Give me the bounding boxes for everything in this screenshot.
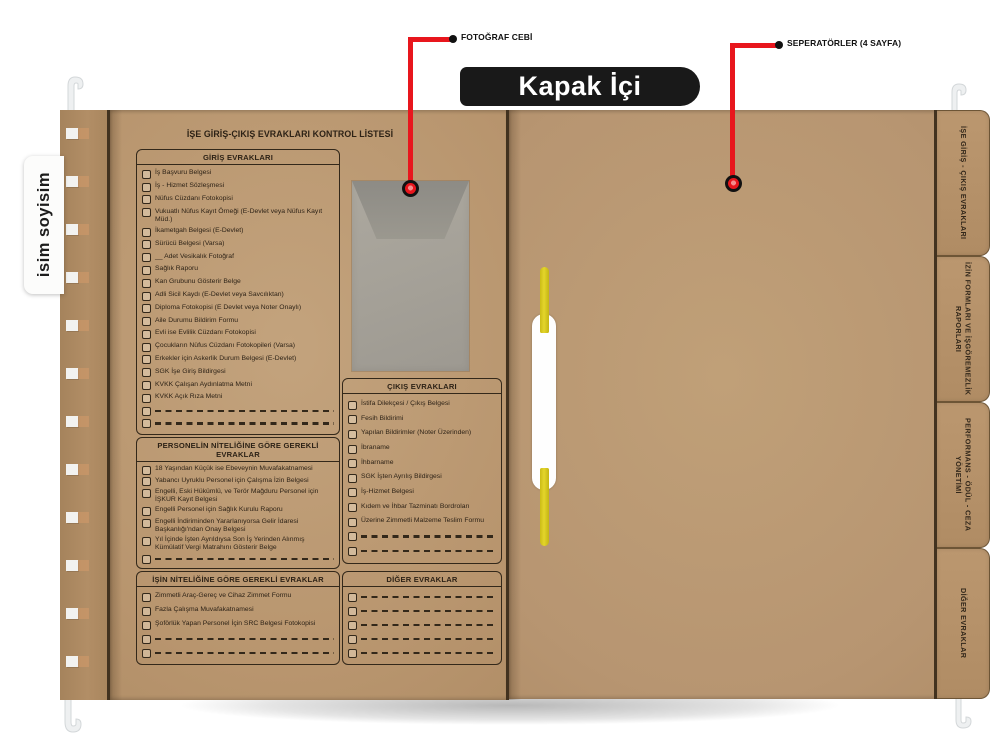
checklist-item (142, 169, 334, 179)
blank-write-in-line (361, 638, 496, 640)
separator-tab-ise-giris-cikis (937, 110, 990, 256)
folder-right-page (509, 110, 937, 699)
section-header: ÇIKIŞ EVRAKLARI (343, 379, 501, 394)
item-label: Erkekler için Askerlik Durum Belgesi (E-Devlet) (155, 354, 297, 362)
item-label: İbraname (361, 444, 390, 451)
item-label: Yabancı Uyruklu Personel için Çalışma İzin Belgesi (155, 476, 309, 484)
separator-callout-label: SEPERATÖRLER (4 SAYFA) (787, 38, 902, 48)
punch-hole (66, 608, 78, 619)
separator-tab-label: İŞE GİRİŞ - ÇIKIŞ EVRAKLARI (958, 126, 968, 240)
section-cikis-evraklari (342, 378, 502, 564)
item-label: Yıl İçinde İşten Ayrıldıysa Son İş Yerinden Alınmış Kümülatif Vergi Matrahını Gösterir Belge (155, 536, 305, 552)
item-label: Üzerine Zimmetli Malzeme Teslim Formu (361, 517, 484, 525)
blank-write-in-line (361, 610, 496, 612)
blank-write-in-line (155, 638, 334, 640)
hanging-hook-bottom-right (950, 694, 976, 732)
folder-spine (60, 110, 110, 700)
punch-hole (66, 320, 78, 331)
checklist-item (142, 355, 334, 365)
section-rows (137, 165, 339, 434)
checklist-item (142, 253, 334, 263)
photo-pocket (352, 181, 469, 371)
checkbox-icon (142, 266, 151, 275)
item-label: KVKK Çalışan Aydınlatma Metni (155, 380, 252, 388)
checklist-item (142, 195, 334, 205)
checkbox-icon (142, 170, 151, 179)
punch-hole (66, 176, 78, 187)
checklist-item (142, 265, 334, 275)
item-label: İhbarname (361, 458, 394, 466)
checkbox-icon (348, 415, 357, 424)
checkbox-icon (142, 355, 151, 364)
checklist-item (142, 592, 334, 602)
checkbox-icon (348, 621, 357, 630)
section-isin-niteligine (136, 571, 340, 665)
item-label: Nüfus Cüzdanı Fotokopisi (155, 194, 233, 202)
section-personelin-niteligine (136, 437, 340, 569)
item-label: Fesih Bildirimi (361, 414, 404, 422)
checklist-item (348, 444, 496, 454)
checklist-item (142, 208, 334, 224)
punch-hole (66, 224, 78, 235)
checkbox-icon (348, 401, 357, 410)
blank-write-in-line (361, 535, 496, 537)
separator-callout-dot (775, 41, 783, 49)
separator-callout-line-horizontal (730, 43, 778, 48)
checkbox-icon (348, 445, 357, 454)
section-giris-evraklari (136, 149, 340, 435)
checkbox-icon (348, 607, 357, 616)
checklist-item (142, 317, 334, 327)
section-rows (343, 394, 501, 563)
item-label: İkametgah Belgesi (E-Devlet) (155, 227, 244, 235)
checklist-item (348, 546, 496, 556)
separator-marker (725, 175, 742, 192)
name-label-tab (24, 156, 64, 294)
checkbox-icon (348, 503, 357, 512)
checklist-item (142, 240, 334, 250)
section-rows (137, 462, 339, 568)
section-rows (343, 587, 501, 664)
item-label: Fazla Çalışma Muvafakatnamesi (155, 606, 254, 614)
section-header: GİRİŞ EVRAKLARI (137, 150, 339, 165)
section-rows (137, 587, 339, 664)
center-fold-shade (509, 110, 521, 700)
item-label: Aile Durumu Bildirim Formu (155, 316, 239, 324)
checklist-item (142, 368, 334, 378)
checkbox-icon (142, 649, 151, 658)
punch-hole (66, 560, 78, 571)
checklist-item (348, 620, 496, 630)
separator-tab-performans (937, 402, 990, 548)
checkbox-icon (142, 607, 151, 616)
section-header: DİĞER EVRAKLAR (343, 572, 501, 587)
fastener-prong-bottom (540, 468, 549, 546)
section-diger-evraklar (342, 571, 502, 665)
item-label: Evli ise Evlilik Cüzdanı Fotokopisi (155, 329, 256, 337)
checkbox-icon (348, 459, 357, 468)
checklist-item (142, 342, 334, 352)
checklist-item (142, 506, 334, 516)
checklist-item (142, 304, 334, 314)
checkbox-icon (142, 304, 151, 313)
item-label: SGK İşten Ayrılış Bildirgesi (361, 473, 442, 481)
checklist-item (348, 517, 496, 527)
checkbox-icon (142, 228, 151, 237)
checklist-item (142, 518, 334, 534)
item-label: Sürücü Belgesi (Varsa) (155, 239, 225, 247)
item-label: Yapılan Bildirimler (Noter Üzerinden) (361, 429, 472, 437)
checkbox-icon (348, 649, 357, 658)
hanging-hook-top-left (62, 74, 88, 114)
checkbox-icon (142, 419, 151, 428)
blank-write-in-line (155, 410, 334, 412)
checklist-title: İŞE GİRİŞ-ÇIKIŞ EVRAKLARI KONTROL LİSTESİ (186, 129, 394, 139)
checklist-item (142, 393, 334, 403)
title-banner (460, 67, 700, 106)
checklist-item (142, 227, 334, 237)
photo-pocket-marker (402, 180, 419, 197)
checkbox-icon (142, 183, 151, 192)
checkbox-icon (142, 407, 151, 416)
item-label: İş - Hizmet Sözleşmesi (155, 182, 225, 190)
blank-write-in-line (361, 624, 496, 626)
item-label: Adli Sicil Kaydı (E-Devlet veya Savcılıktan) (155, 291, 284, 298)
checkbox-icon (142, 635, 151, 644)
blank-write-in-line (155, 422, 334, 424)
checklist-item (348, 400, 496, 410)
checklist-item (142, 419, 334, 429)
separator-tab-diger-evraklar (937, 548, 990, 699)
checklist-item (348, 648, 496, 658)
item-label: İstifa Dilekçesi / Çıkış Belgesi (361, 400, 450, 408)
punch-hole (66, 416, 78, 427)
checklist-item (348, 592, 496, 602)
item-label: İş-Hizmet Belgesi (361, 487, 414, 495)
checklist-item (348, 429, 496, 439)
checklist-item (142, 278, 334, 288)
checklist-item (348, 459, 496, 469)
checkbox-icon (142, 381, 151, 390)
checkbox-icon (142, 195, 151, 204)
fastener-bar (532, 314, 556, 490)
hanging-hook-bottom-left (58, 694, 86, 736)
item-label: 18 Yaşından Küçük ise Ebeveynin Muvafakatnamesi (155, 465, 313, 473)
checklist-item (142, 648, 334, 658)
checklist-item (142, 291, 334, 301)
checkbox-icon (348, 532, 357, 541)
checkbox-icon (348, 547, 357, 556)
right-fold-line (934, 110, 937, 699)
separator-tab-label: İZİN FORMLARI VE İŞGÖREMEZLİK RAPORLARI (954, 262, 973, 396)
checkbox-icon (142, 208, 151, 217)
checkbox-icon (142, 394, 151, 403)
checklist-item (348, 415, 496, 425)
item-label: Engelli Personel için Sağlık Kurulu Raporu (155, 506, 283, 514)
blank-write-in-line (361, 596, 496, 598)
section-header: PERSONELİN NİTELİĞİNE GÖRE GEREKLİ EVRAKLAR (137, 438, 339, 462)
checkbox-icon (142, 466, 151, 475)
checklist-item (142, 477, 334, 487)
separator-tab-label: PERFORMANS - ÖDÜL - CEZA YÖNETİMİ (954, 418, 973, 532)
checkbox-icon (142, 279, 151, 288)
checkbox-icon (142, 507, 151, 516)
checklist-item (348, 532, 496, 542)
name-label-text: isim soyisim (34, 172, 53, 278)
checklist-item (142, 465, 334, 475)
blank-write-in-line (155, 558, 334, 560)
item-label: Çocukların Nüfus Cüzdanı Fotokopileri (Varsa) (155, 342, 296, 350)
checkbox-icon (142, 537, 151, 546)
checklist-item (142, 182, 334, 192)
separator-tab-label: DİĞER EVRAKLAR (958, 588, 968, 659)
item-label: KVKK Açık Rıza Metni (155, 393, 223, 401)
checkbox-icon (142, 253, 151, 262)
punch-hole (66, 128, 78, 139)
checkbox-icon (142, 593, 151, 602)
item-label: Engelli İndiriminden Yararlanıyorsa Gelir İdaresi Başkanlığı'ndan Onay Belgesi (155, 518, 299, 534)
punch-hole (66, 368, 78, 379)
item-label: __ Adet Vesikalık Fotoğraf (155, 252, 234, 260)
checklist-item (348, 503, 496, 513)
checkbox-icon (142, 519, 151, 528)
item-label: Zimmetli Araç-Gereç ve Cihaz Zimmet Formu (155, 592, 292, 600)
blank-write-in-line (361, 652, 496, 654)
spine-fold-shade (110, 110, 122, 700)
item-label: Şoförlük Yapan Personel İçin SRC Belgesi Fotokopisi (155, 620, 316, 628)
item-label: Sağlık Raporu (155, 265, 199, 273)
checklist-item (142, 620, 334, 630)
checkbox-icon (348, 518, 357, 527)
blank-write-in-line (155, 652, 334, 654)
title-banner-text: Kapak İçi (518, 71, 642, 101)
checkbox-icon (142, 477, 151, 486)
checkbox-icon (142, 368, 151, 377)
checklist-item (142, 554, 334, 564)
checklist-item (142, 634, 334, 644)
separator-callout-line-vertical (730, 43, 735, 180)
checkbox-icon (142, 489, 151, 498)
item-label: İş Başvuru Belgesi (155, 169, 212, 177)
photo-pocket-callout-line-vertical (408, 37, 413, 185)
item-label: Kan Grubunu Gösterir Belge (155, 278, 241, 286)
checkbox-icon (142, 555, 151, 564)
checkbox-icon (348, 593, 357, 602)
blank-write-in-line (361, 550, 496, 552)
punch-hole (66, 272, 78, 283)
checklist-item (348, 488, 496, 498)
checkbox-icon (142, 240, 151, 249)
item-label: Kıdem ve İhbar Tazminatı Bordroları (361, 502, 470, 510)
item-label: Diploma Fotokopisi (E Devlet veya Noter Onaylı) (155, 303, 302, 311)
checkbox-icon (142, 343, 151, 352)
checkbox-icon (142, 317, 151, 326)
item-label: Vukuatlı Nüfus Kayıt Örneği (E-Devlet veya Nüfus Kayıt Müd.) (155, 207, 323, 223)
section-header: İŞİN NİTELİĞİNE GÖRE GEREKLİ EVRAKLAR (137, 572, 339, 587)
punch-hole (66, 464, 78, 475)
checklist-item (348, 473, 496, 483)
checkbox-icon (142, 621, 151, 630)
checkbox-icon (348, 474, 357, 483)
checkbox-icon (348, 488, 357, 497)
checkbox-icon (348, 430, 357, 439)
checklist-item (142, 329, 334, 339)
checkbox-icon (142, 330, 151, 339)
item-label: Engelli, Eski Hükümlü, ve Terör Mağduru Personel için İŞKUR Kayıt Belgesi (155, 488, 319, 504)
checklist-item (142, 488, 334, 504)
checklist-item (142, 381, 334, 391)
fastener-prong-top (540, 267, 549, 333)
photo-pocket-callout-line-horizontal (408, 37, 452, 42)
checklist-item (142, 536, 334, 552)
checklist-item (142, 606, 334, 616)
separator-tab-izin-formlari (937, 256, 990, 402)
checklist-item (348, 634, 496, 644)
checklist-item (142, 406, 334, 416)
item-label: SGK İşe Giriş Bildirgesi (155, 367, 226, 375)
checklist-item (348, 606, 496, 616)
punch-hole (66, 656, 78, 667)
checkbox-icon (348, 635, 357, 644)
checkbox-icon (142, 292, 151, 301)
punch-hole (66, 512, 78, 523)
photo-pocket-callout-dot (449, 35, 457, 43)
photo-pocket-callout-label: FOTOĞRAF CEBİ (461, 32, 533, 42)
